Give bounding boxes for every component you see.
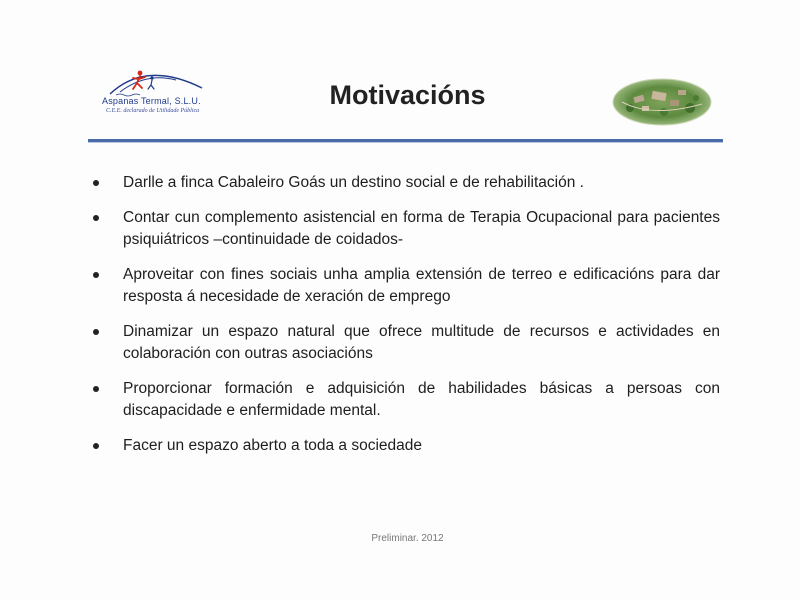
- list-item-text: Proporcionar formación e adquisición de habilidades básicas a persoas con discapacidade e enfermidade mental.: [123, 380, 720, 419]
- aerial-photo-icon: [612, 78, 712, 126]
- company-logo: [100, 66, 212, 122]
- footer-text: Preliminar. 2012: [371, 533, 444, 544]
- bullet-icon: [93, 386, 99, 392]
- list-item: [90, 435, 720, 457]
- list-item: [90, 321, 720, 365]
- logo-name: Aspanas Termal, S.L.U.: [102, 96, 201, 106]
- bullet-icon: [93, 443, 99, 449]
- list-item: [90, 378, 720, 422]
- motivation-list: [90, 172, 720, 470]
- logo-arc-icon: [106, 66, 206, 98]
- header-divider-shadow: [88, 142, 723, 143]
- page-title: Motivacións: [329, 80, 486, 110]
- list-item-text: Aproveitar con fines sociais unha amplia extensión de terreo e edificacións para dar resposta á necesidade de xeración de emprego: [123, 266, 720, 305]
- bullet-icon: [93, 215, 99, 221]
- list-item-text: Dinamizar un espazo natural que ofrece multitude de recursos e actividades en colaboración con outras asociacións: [123, 323, 720, 362]
- list-item: [90, 172, 720, 194]
- list-item: [90, 264, 720, 308]
- logo-subtitle: C.E.E. declarado de Utilidade Pública: [106, 108, 200, 114]
- list-item-text: Contar cun complemento asistencial en forma de Terapia Ocupacional para pacientes psiquiátricos –continuidade de coidados-: [123, 209, 720, 248]
- bullet-icon: [93, 180, 99, 186]
- list-item-text: Darlle a finca Cabaleiro Goás un destino social e de rehabilitación .: [123, 174, 584, 191]
- list-item: [90, 207, 720, 251]
- bullet-icon: [93, 272, 99, 278]
- list-item-text: Facer un espazo aberto a toda a sociedade: [123, 437, 423, 454]
- bullet-icon: [93, 329, 99, 335]
